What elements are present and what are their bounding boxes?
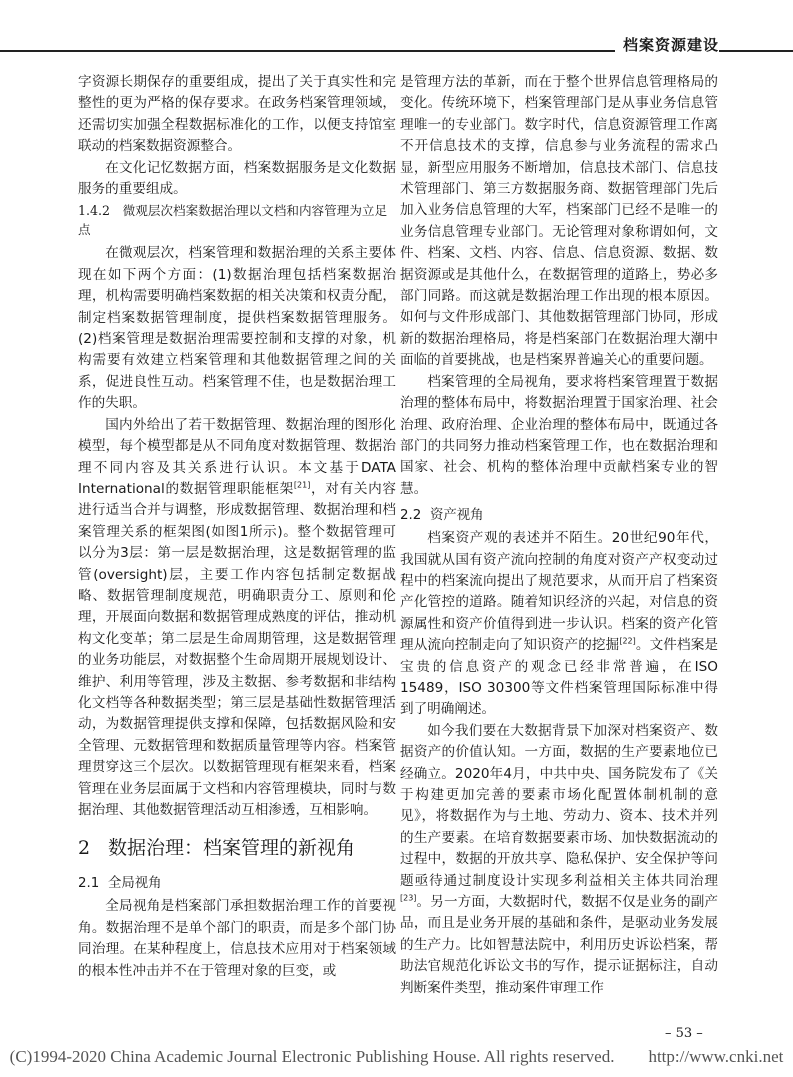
heading-text: 资产视角: [430, 508, 484, 524]
left-column: [78, 72, 396, 982]
paragraph-text: 国内外给出了若干数据管理、数据治理的图形化模型，每个模型都是从不同角度对数据管理、数据治理不同内容及其关系进行认识。本文基于DATA International的数据管理职能框架: [78, 416, 396, 497]
paragraph-text: 。文件档案是宝贵的信息资产的观念已经非常普遍，在ISO 15489，ISO 30300等文件档案管理国际标准中得到了明确阐述。: [400, 637, 718, 718]
heading-number: 2: [78, 837, 91, 860]
paragraph-text: 如今我们要在大数据背景下加深对档案资产、数据资产的价值认知。一方面，数据的生产要素地位已经确立。2020年4月，中共中央、国务院发布了《关于构建更加完善的要素市场化配置体制机制的意见》，将数据作为与土地、劳动力、资本、技术并列的生产要素。在培育数据要素市场、加快数据流动的过程中，数据的开放共享、隐私保护、安全保护等问题亟待通过制度设计实现多利益相关主体共同治理: [400, 722, 718, 889]
body-paragraph: [400, 721, 718, 999]
page-number: – 53 –: [665, 1026, 703, 1041]
body-paragraph: [78, 243, 396, 414]
body-paragraph: [400, 72, 718, 372]
heading-text: 数据治理：档案管理的新视角: [108, 837, 356, 860]
heading-number: 2.1: [78, 876, 100, 892]
body-paragraph: [78, 896, 396, 982]
citation-marker: [22]: [619, 636, 636, 646]
paragraph-text: ，对有关内容进行适当合并与调整，形成数据管理、数据治理和档案管理关系的框架图(如图1所示)。整个数据管理可以分为3层：第一层是数据治理，这是数据管理的监管(oversight)层，主要工作内容包括制定数据战略、数据管理制度规范，明确职责分工、原则和伦理，开展面向数据和数据管理成熟度的评估，推动机构文化变革；第二层是生命周期管理，这是数据管理的业务功能层，对数据整个生命周期开展规划设计、维护、利用等管理，涉及主数据、参考数据和非结构化文档等各种数据类型；第三层是基础性数据管理活动，为数据管理提供支撑和保障，包括数据风险和安全管理、元数据管理和数据质量管理等内容。档案管理贯穿这三个层次。以数据管理现有框架来看，档案管理在业务层面属于文档和内容管理模块，同时与数据治理、其他数据管理活动互相渗透，互相影响。: [78, 480, 396, 818]
paragraph-text: 档案管理的全局视角，要求将档案管理置于数据治理的整体布局中，将数据治理置于国家治理、社会治理、政府治理、企业治理的整体布局中，既通过各部门的共同努力推动档案管理工作，也在数据治理和国家、社会、机构的整体治理中贡献档案专业的智慧。: [400, 373, 718, 497]
paragraph-text: 。另一方面，大数据时代，数据不仅是业务的副产品，而且是业务开展的基础和条件，是驱动业务发展的生产力。比如智慧法院中，利用历史诉讼档案，帮助法官规范化诉讼文书的写作，提示证据标注，自动判断案件类型，推动案件审理工作: [400, 894, 718, 996]
body-paragraph: [400, 372, 718, 500]
citation-marker: [21]: [293, 480, 311, 490]
heading-text: 全局视角: [108, 876, 162, 892]
subsection-heading: [400, 505, 718, 526]
running-header: [0, 30, 793, 56]
subsection-heading: [78, 873, 396, 894]
body-paragraph: [78, 72, 396, 158]
journal-title: 档案资源建设: [615, 34, 719, 55]
paragraph-text: 字资源长期保存的重要组成，提出了关于真实性和完整性的更为严格的保存要求。在政务档案管理领域，还需切实加强全程数据标准化的工作，以便支持馆室联动的档案数据资源整合。: [78, 74, 396, 155]
heading-number: 2.2: [400, 508, 422, 524]
subsection-heading: 1.4.2 微观层次档案数据治理以文档和内容管理为立足点: [78, 203, 388, 238]
paragraph-text: 档案资产观的表述并不陌生。20世纪90年代，我国就从国有资产流向控制的角度对资产产权变动过程中的档案流向提出了规范要求，从而开启了档案资产化管控的道路。随着知识经济的兴起，对信息的资源属性和资产价值得到进一步认识。档案的资产化管理从流向控制走向了知识资产的挖掘: [400, 530, 718, 654]
section-heading: [78, 835, 396, 861]
right-column: [400, 72, 718, 999]
paragraph-text: 全局视角是档案部门承担数据治理工作的首要视角。数据治理不是单个部门的职责，而是多个部门协同治理。在某种程度上，信息技术应用对于档案领域的根本性冲击并不在于管理对象的巨变，或: [78, 898, 396, 979]
body-paragraph: [78, 415, 396, 822]
paragraph-text: 在文化记忆数据方面，档案数据服务是文化数据服务的重要组成。: [78, 159, 396, 198]
paragraph-text: 在微观层次，档案管理和数据治理的关系主要体现在如下两个方面：(1)数据治理包括档案数据治理，机构需要明确档案数据的相关决策和权责分配，制定档案数据管理制度，提供档案数据管理服务。(2)档案管理是数据治理需要控制和支撑的对象，机构需要有效建立档案管理和其他数据管理之间的关系，促进良性互动。档案管理不佳，也是数据治理工作的失职。: [78, 245, 396, 412]
copyright-footer: (C)1994-2020 China Academic Journal Electronic Publishing House. All rights reserved. http://www.cnki.net: [9, 1047, 784, 1066]
body-paragraph: [78, 158, 396, 201]
body-paragraph: [400, 528, 718, 721]
paragraph-text: 是管理方法的革新，而在于整个世界信息管理格局的变化。传统环境下，档案管理部门是从事业务信息管理唯一的专业部门。数字时代，信息资源管理工作离不开信息技术的支撑，信息参与业务流程的需求凸显，新型应用服务不断增加，信息技术部门、信息技术管理部门、第三方数据服务商、数据管理部门先后加入业务信息管理的大军，档案部门已经不是唯一的业务信息管理专业部门。无论管理对象称谓如何，文件、档案、文档、内容、信息、信息资源、数据、数据资源或是其他什么，在数据管理的道路上，势必多部门同路。而这就是数据治理工作出现的根本原因。如何与文件形成部门、其他数据管理部门协同，形成新的数据治理格局，将是档案部门在数据治理大潮中面临的首要挑战，也是档案界普遍关心的重要问题。: [400, 74, 718, 369]
citation-marker: [23]: [400, 893, 417, 903]
